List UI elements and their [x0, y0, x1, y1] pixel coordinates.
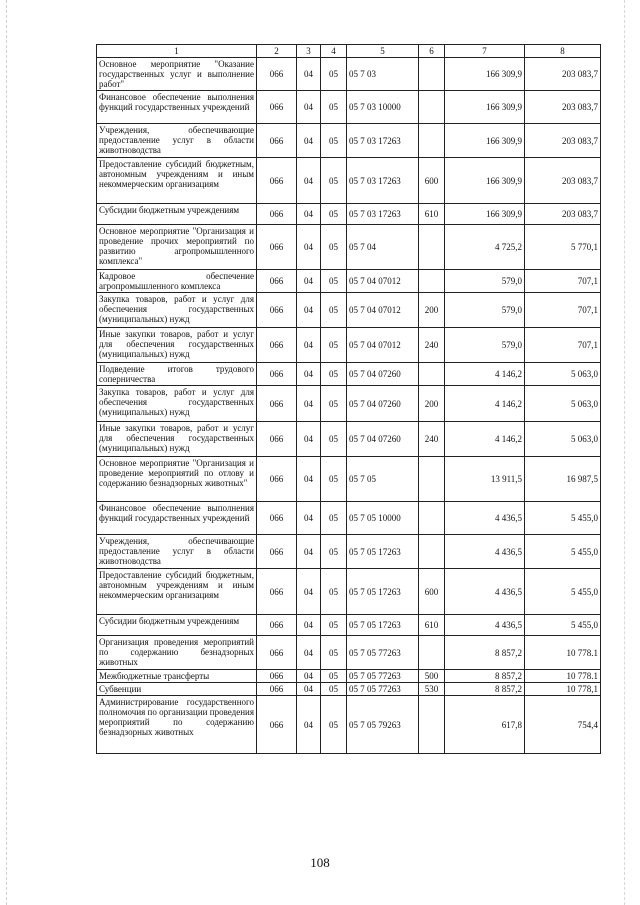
row-subsection-cell: 05 [321, 204, 347, 225]
row-name-cell: Кадровое обеспечение агропромышленного комплекса [97, 270, 257, 293]
row-amount-1-cell: 8 857,2 [445, 683, 525, 696]
row-amount-2-cell: 203 083,7 [525, 204, 601, 225]
row-amount-2-cell: 5 455,0 [525, 502, 601, 535]
row-name-cell: Администрирование государственного полномочия по организации проведения мероприятий по содержанию безнадзорных животных [97, 696, 257, 754]
row-amount-2-cell: 5 063,0 [525, 422, 601, 457]
row-amount-2-cell: 5 455,0 [525, 535, 601, 569]
row-target-item-cell: 05 7 04 07012 [347, 270, 419, 293]
row-target-item-cell: 05 7 05 77263 [347, 636, 419, 670]
row-target-item-cell: 05 7 04 07012 [347, 328, 419, 363]
row-admin-code-cell: 066 [257, 204, 297, 225]
row-expense-type-cell [419, 58, 445, 91]
row-amount-2-cell: 16 987,5 [525, 457, 601, 502]
row-target-item-cell: 05 7 03 [347, 58, 419, 91]
row-expense-type-cell [419, 91, 445, 124]
row-subsection-cell: 05 [321, 696, 347, 754]
row-expense-type-cell: 530 [419, 683, 445, 696]
row-section-cell: 04 [297, 58, 321, 91]
row-subsection-cell: 05 [321, 91, 347, 124]
row-section-cell: 04 [297, 124, 321, 158]
table-body [97, 58, 601, 754]
row-admin-code-cell: 066 [257, 569, 297, 615]
row-section-cell: 04 [297, 670, 321, 683]
row-section-cell: 04 [297, 91, 321, 124]
header-col-3: 3 [297, 45, 321, 58]
row-amount-2-cell: 707,1 [525, 328, 601, 363]
table-row [97, 91, 601, 124]
row-section-cell: 04 [297, 457, 321, 502]
row-admin-code-cell: 066 [257, 683, 297, 696]
table-row [97, 363, 601, 386]
row-admin-code-cell: 066 [257, 225, 297, 270]
table-row [97, 457, 601, 502]
row-amount-2-cell: 5 455,0 [525, 569, 601, 615]
row-name-cell: Финансовое обеспечение выполнения функций государственных учреждений [97, 91, 257, 124]
row-target-item-cell: 05 7 05 77263 [347, 683, 419, 696]
row-subsection-cell: 05 [321, 158, 347, 204]
row-name-cell: Закупка товаров, работ и услуг для обеспечения государственных (муниципальных) нужд [97, 386, 257, 422]
row-expense-type-cell [419, 363, 445, 386]
row-target-item-cell: 05 7 03 10000 [347, 91, 419, 124]
row-expense-type-cell: 200 [419, 293, 445, 328]
row-subsection-cell: 05 [321, 569, 347, 615]
row-subsection-cell: 05 [321, 502, 347, 535]
header-col-2: 2 [257, 45, 297, 58]
row-amount-1-cell: 617,8 [445, 696, 525, 754]
row-section-cell: 04 [297, 569, 321, 615]
row-amount-1-cell: 8 857,2 [445, 636, 525, 670]
row-admin-code-cell: 066 [257, 58, 297, 91]
row-subsection-cell: 05 [321, 422, 347, 457]
row-amount-2-cell: 5 455,0 [525, 615, 601, 636]
row-section-cell: 04 [297, 204, 321, 225]
row-subsection-cell: 05 [321, 615, 347, 636]
row-expense-type-cell: 200 [419, 386, 445, 422]
row-target-item-cell: 05 7 04 07260 [347, 363, 419, 386]
row-subsection-cell: 05 [321, 225, 347, 270]
row-expense-type-cell [419, 270, 445, 293]
row-name-cell: Подведение итогов трудового соперничества [97, 363, 257, 386]
table-row [97, 204, 601, 225]
row-amount-1-cell: 8 857,2 [445, 670, 525, 683]
row-expense-type-cell: 240 [419, 422, 445, 457]
row-amount-1-cell: 166 309,9 [445, 91, 525, 124]
row-admin-code-cell: 066 [257, 328, 297, 363]
row-expense-type-cell: 240 [419, 328, 445, 363]
row-expense-type-cell: 610 [419, 615, 445, 636]
row-amount-2-cell: 203 083,7 [525, 58, 601, 91]
scan-edge-left [6, 0, 7, 905]
row-amount-1-cell: 4 725,2 [445, 225, 525, 270]
row-subsection-cell: 05 [321, 636, 347, 670]
row-amount-1-cell: 579,0 [445, 270, 525, 293]
row-name-cell: Предоставление субсидий бюджетным, автономным учреждениям и иным некоммерческим организациям [97, 569, 257, 615]
row-subsection-cell: 05 [321, 58, 347, 91]
row-expense-type-cell [419, 502, 445, 535]
row-admin-code-cell: 066 [257, 158, 297, 204]
scan-edge-right [624, 0, 625, 905]
row-name-cell: Межбюджетные трансферты [97, 670, 257, 683]
row-expense-type-cell [419, 696, 445, 754]
row-name-cell: Учреждения, обеспечивающие предоставление услуг в области животноводства [97, 124, 257, 158]
row-amount-1-cell: 13 911,5 [445, 457, 525, 502]
row-subsection-cell: 05 [321, 670, 347, 683]
row-amount-1-cell: 579,0 [445, 328, 525, 363]
row-target-item-cell: 05 7 03 17263 [347, 158, 419, 204]
table-row [97, 535, 601, 569]
row-expense-type-cell: 600 [419, 569, 445, 615]
row-amount-2-cell: 707,1 [525, 270, 601, 293]
row-admin-code-cell: 066 [257, 270, 297, 293]
row-name-cell: Предоставление субсидий бюджетным, автономным учреждениям и иным некоммерческим организациям [97, 158, 257, 204]
row-name-cell: Иные закупки товаров, работ и услуг для обеспечения государственных (муниципальных) нужд [97, 328, 257, 363]
row-target-item-cell: 05 7 04 07012 [347, 293, 419, 328]
row-amount-2-cell: 203 083,7 [525, 124, 601, 158]
page-number: 108 [310, 855, 330, 870]
table-row [97, 328, 601, 363]
row-amount-2-cell: 10 778.1 [525, 636, 601, 670]
row-name-cell: Организация проведения мероприятий по содержанию безнадзорных животных [97, 636, 257, 670]
row-amount-1-cell: 4 436,5 [445, 502, 525, 535]
row-expense-type-cell [419, 636, 445, 670]
row-admin-code-cell: 066 [257, 386, 297, 422]
row-amount-1-cell: 4 436,5 [445, 569, 525, 615]
row-target-item-cell: 05 7 03 17263 [347, 204, 419, 225]
table-row [97, 124, 601, 158]
row-section-cell: 04 [297, 422, 321, 457]
row-target-item-cell: 05 7 05 17263 [347, 535, 419, 569]
row-admin-code-cell: 066 [257, 457, 297, 502]
row-expense-type-cell [419, 225, 445, 270]
row-name-cell: Иные закупки товаров, работ и услуг для обеспечения государственных (муниципальных) нужд [97, 422, 257, 457]
header-col-8: 8 [525, 45, 601, 58]
row-target-item-cell: 05 7 05 [347, 457, 419, 502]
row-section-cell: 04 [297, 386, 321, 422]
row-name-cell: Финансовое обеспечение выполнения функций государственных учреждений [97, 502, 257, 535]
row-subsection-cell: 05 [321, 535, 347, 569]
row-amount-1-cell: 579,0 [445, 293, 525, 328]
table-row [97, 502, 601, 535]
row-amount-2-cell: 5 063,0 [525, 386, 601, 422]
table-row [97, 225, 601, 270]
row-section-cell: 04 [297, 696, 321, 754]
row-name-cell: Закупка товаров, работ и услуг для обеспечения государственных (муниципальных) нужд [97, 293, 257, 328]
table-row [97, 670, 601, 683]
row-name-cell: Основное мероприятие "Организация и проведение прочих мероприятий по развитию агропромышленного комплекса" [97, 225, 257, 270]
table-row [97, 683, 601, 696]
row-admin-code-cell: 066 [257, 293, 297, 328]
row-amount-1-cell: 4 146,2 [445, 422, 525, 457]
row-amount-1-cell: 166 309,9 [445, 158, 525, 204]
table-row [97, 386, 601, 422]
row-amount-1-cell: 166 309,9 [445, 124, 525, 158]
row-admin-code-cell: 066 [257, 636, 297, 670]
row-subsection-cell: 05 [321, 270, 347, 293]
table-row [97, 696, 601, 754]
table-row [97, 422, 601, 457]
row-admin-code-cell: 066 [257, 535, 297, 569]
row-admin-code-cell: 066 [257, 124, 297, 158]
row-amount-2-cell: 10 778.1 [525, 670, 601, 683]
row-amount-2-cell: 203 083,7 [525, 158, 601, 204]
budget-table [96, 44, 601, 754]
row-section-cell: 04 [297, 636, 321, 670]
row-section-cell: 04 [297, 225, 321, 270]
row-expense-type-cell: 600 [419, 158, 445, 204]
row-name-cell: Учреждения, обеспечивающие предоставление услуг в области животноводства [97, 535, 257, 569]
row-admin-code-cell: 066 [257, 363, 297, 386]
row-amount-2-cell: 203 083,7 [525, 91, 601, 124]
row-section-cell: 04 [297, 502, 321, 535]
row-admin-code-cell: 066 [257, 696, 297, 754]
row-name-cell: Основное мероприятие "Организация и проведение мероприятий по отлову и содержанию безнадзорных животных" [97, 457, 257, 502]
row-target-item-cell: 05 7 05 17263 [347, 569, 419, 615]
row-amount-1-cell: 4 146,2 [445, 363, 525, 386]
row-target-item-cell: 05 7 05 79263 [347, 696, 419, 754]
row-expense-type-cell [419, 124, 445, 158]
row-section-cell: 04 [297, 363, 321, 386]
row-subsection-cell: 05 [321, 124, 347, 158]
row-subsection-cell: 05 [321, 386, 347, 422]
table-row [97, 615, 601, 636]
row-subsection-cell: 05 [321, 363, 347, 386]
row-admin-code-cell: 066 [257, 615, 297, 636]
row-expense-type-cell [419, 535, 445, 569]
row-amount-1-cell: 166 309,9 [445, 58, 525, 91]
row-admin-code-cell: 066 [257, 670, 297, 683]
row-target-item-cell: 05 7 04 07260 [347, 422, 419, 457]
row-admin-code-cell: 066 [257, 502, 297, 535]
row-amount-2-cell: 5 770,1 [525, 225, 601, 270]
row-section-cell: 04 [297, 293, 321, 328]
row-admin-code-cell: 066 [257, 422, 297, 457]
header-col-4: 4 [321, 45, 347, 58]
row-expense-type-cell: 610 [419, 204, 445, 225]
row-subsection-cell: 05 [321, 683, 347, 696]
table-header [97, 45, 601, 58]
row-name-cell: Основное мероприятие "Оказание государственных услуг и выполнение работ" [97, 58, 257, 91]
row-admin-code-cell: 066 [257, 91, 297, 124]
row-amount-1-cell: 4 436,5 [445, 535, 525, 569]
row-amount-1-cell: 166 309,9 [445, 204, 525, 225]
table-row [97, 58, 601, 91]
table-row [97, 158, 601, 204]
row-expense-type-cell [419, 457, 445, 502]
row-name-cell: Субсидии бюджетным учреждениям [97, 204, 257, 225]
table-row [97, 636, 601, 670]
header-col-5: 5 [347, 45, 419, 58]
row-target-item-cell: 05 7 05 10000 [347, 502, 419, 535]
row-amount-2-cell: 10 778,1 [525, 683, 601, 696]
row-section-cell: 04 [297, 535, 321, 569]
row-subsection-cell: 05 [321, 457, 347, 502]
row-target-item-cell: 05 7 05 77263 [347, 670, 419, 683]
row-amount-1-cell: 4 146,2 [445, 386, 525, 422]
row-target-item-cell: 05 7 03 17263 [347, 124, 419, 158]
row-section-cell: 04 [297, 328, 321, 363]
header-col-6: 6 [419, 45, 445, 58]
row-name-cell: Субсидии бюджетным учреждениям [97, 615, 257, 636]
row-name-cell: Субвенции [97, 683, 257, 696]
table-row [97, 270, 601, 293]
table-row [97, 293, 601, 328]
row-amount-2-cell: 707,1 [525, 293, 601, 328]
row-target-item-cell: 05 7 05 17263 [347, 615, 419, 636]
row-amount-1-cell: 4 436,5 [445, 615, 525, 636]
row-amount-2-cell: 754,4 [525, 696, 601, 754]
row-target-item-cell: 05 7 04 [347, 225, 419, 270]
row-subsection-cell: 05 [321, 328, 347, 363]
row-amount-2-cell: 5 063,0 [525, 363, 601, 386]
table-row [97, 569, 601, 615]
row-section-cell: 04 [297, 683, 321, 696]
row-section-cell: 04 [297, 615, 321, 636]
row-section-cell: 04 [297, 270, 321, 293]
row-subsection-cell: 05 [321, 293, 347, 328]
header-row [97, 45, 601, 58]
row-section-cell: 04 [297, 158, 321, 204]
row-expense-type-cell: 500 [419, 670, 445, 683]
header-col-7: 7 [445, 45, 525, 58]
row-target-item-cell: 05 7 04 07260 [347, 386, 419, 422]
header-col-1: 1 [97, 45, 257, 58]
